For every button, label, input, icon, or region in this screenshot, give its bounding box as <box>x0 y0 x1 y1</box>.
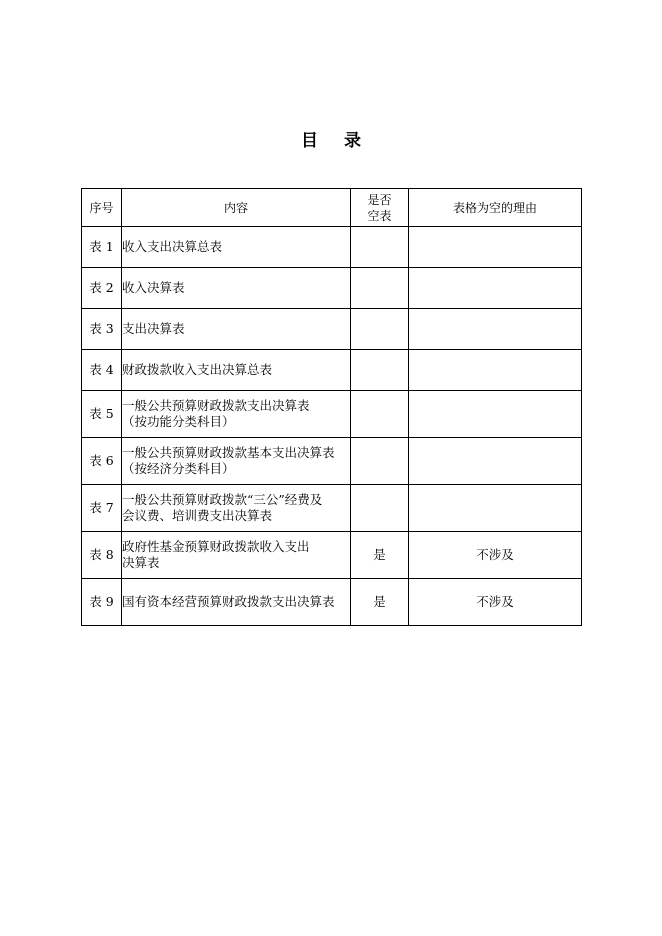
row-content: 财政拨款收入支出决算总表 <box>122 350 351 391</box>
page-title: 目 录 <box>301 131 371 151</box>
row-seq: 表 3 <box>82 309 122 350</box>
table-row <box>82 438 582 485</box>
header-reason: 表格为空的理由 <box>409 189 582 227</box>
row-seq: 表 5 <box>82 391 122 438</box>
row-seq: 表 6 <box>82 438 122 485</box>
header-content: 内容 <box>122 189 351 227</box>
table-row <box>82 485 582 532</box>
row-content: 支出决算表 <box>122 309 351 350</box>
row-seq: 表 7 <box>82 485 122 532</box>
row-seq: 表 9 <box>82 579 122 626</box>
row-content: 收入支出决算总表 <box>122 227 351 268</box>
row-reason <box>409 391 582 438</box>
row-reason <box>409 438 582 485</box>
row-reason <box>409 309 582 350</box>
row-reason <box>409 350 582 391</box>
row-is-empty: 是 <box>351 532 409 579</box>
row-content: 收入决算表 <box>122 268 351 309</box>
row-is-empty <box>351 485 409 532</box>
header-seq: 序号 <box>82 189 122 227</box>
row-reason <box>409 268 582 309</box>
table-row <box>82 532 582 579</box>
table-row <box>82 391 582 438</box>
table-row <box>82 579 582 626</box>
row-is-empty <box>351 391 409 438</box>
header-is-empty: 是否 空表 <box>351 189 409 227</box>
row-reason <box>409 485 582 532</box>
row-is-empty <box>351 438 409 485</box>
row-is-empty <box>351 350 409 391</box>
row-is-empty <box>351 309 409 350</box>
row-content: 一般公共预算财政拨款支出决算表 （按功能分类科目） <box>122 391 351 438</box>
row-seq: 表 1 <box>82 227 122 268</box>
row-reason <box>409 227 582 268</box>
row-reason: 不涉及 <box>409 532 582 579</box>
row-content: 国有资本经营预算财政拨款支出决算表 <box>122 579 351 626</box>
table-row <box>82 227 582 268</box>
row-content: 一般公共预算财政拨款基本支出决算表 （按经济分类科目） <box>122 438 351 485</box>
row-content: 一般公共预算财政拨款“三公”经费及 会议费、培训费支出决算表 <box>122 485 351 532</box>
table-header-row <box>82 189 582 227</box>
table-row <box>82 350 582 391</box>
row-content: 政府性基金预算财政拨款收入支出 决算表 <box>122 532 351 579</box>
table-row <box>82 268 582 309</box>
toc-table <box>81 188 582 626</box>
table-row <box>82 309 582 350</box>
row-seq: 表 4 <box>82 350 122 391</box>
row-is-empty <box>351 268 409 309</box>
row-is-empty: 是 <box>351 579 409 626</box>
row-seq: 表 8 <box>82 532 122 579</box>
row-is-empty <box>351 227 409 268</box>
row-seq: 表 2 <box>82 268 122 309</box>
row-reason: 不涉及 <box>409 579 582 626</box>
